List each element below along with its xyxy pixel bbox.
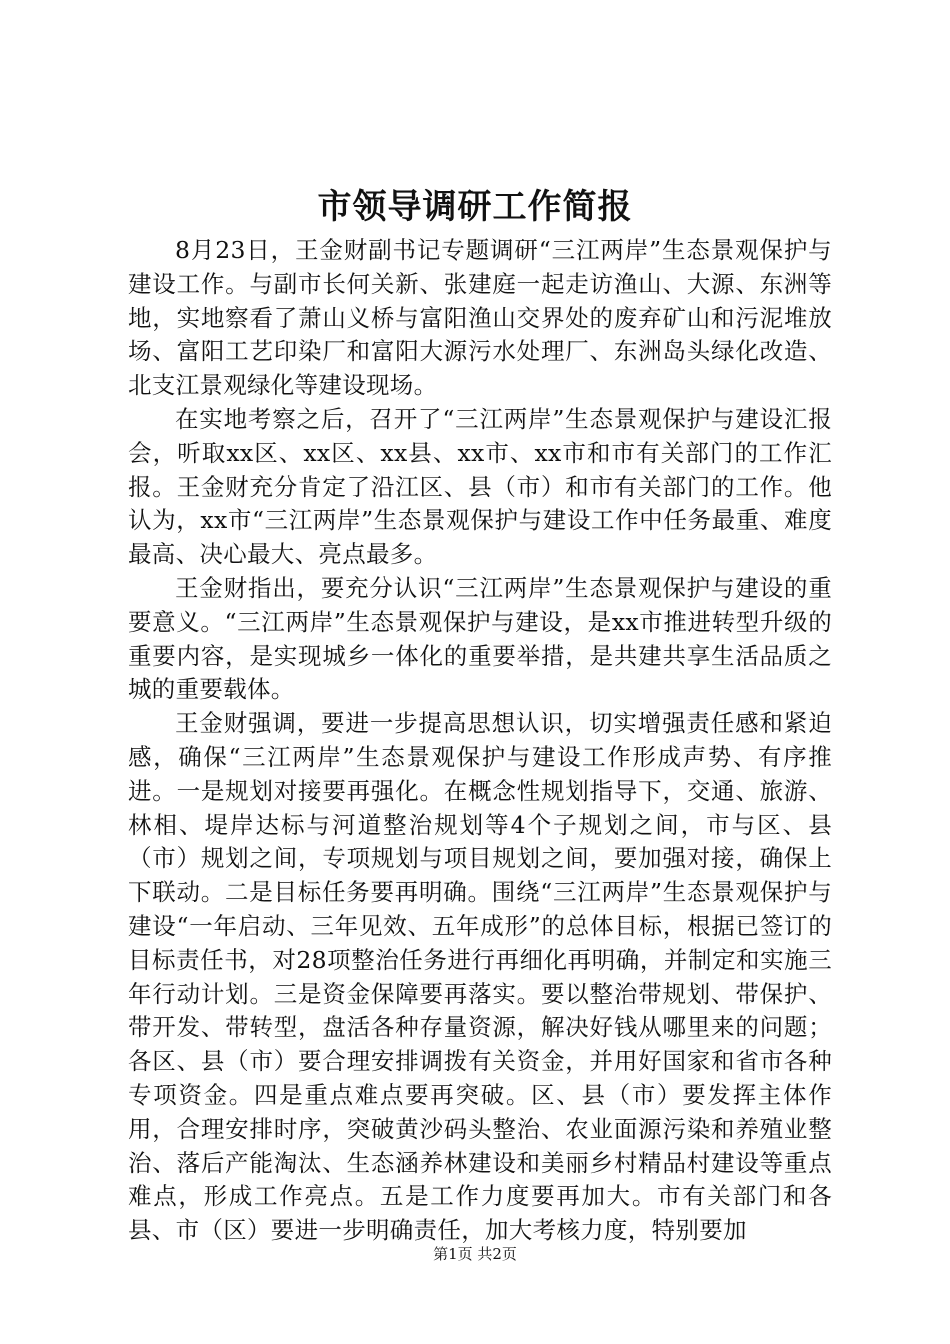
paragraph-4: 王金财强调，要进一步提高思想认识，切实增强责任感和紧迫感，确保“三江两岸”生态景观保护与建设工作形成声势、有序推进。一是规划对接要再强化。在概念性规划指导下，交通、旅游、林相、堤岸达标与河道整治规划等4个子规划之间，市与区、县（市）规划之间，专项规划与项目规划之间，要加强对接，确保上下联动。二是目标任务要再明确。围绕“三江两岸”生态景观保护与建设“一年启动、三年见效、五年成形”的总体目标，根据已签订的目标责任书，对28项整治任务进行再细化再明确，并制定和实施三年行动计划。三是资金保障要再落实。要以整治带规划、带保护、带开发、带转型，盘活各种存量资源，解决好钱从哪里来的问题；各区、县（市）要合理安排调拨有关资金，并用好国家和省市各种专项资金。四是重点难点要再突破。区、县（市）要发挥主体作用，合理安排时序，突破黄沙码头整治、农业面源污染和养殖业整治、落后产能淘汰、生态涵养林建设和美丽乡村精品村建设等重点难点，形成工作亮点。五是工作力度要再加大。市有关部门和各县、市（区）要进一步明确责任，加大考核力度，特别要加 [128, 709, 832, 1245]
paragraph-1: 8月23日，王金财副书记专题调研“三江两岸”生态景观保护与建设工作。与副市长何关新、张建庭一起走访渔山、大源、东洲等地，实地察看了萧山义桥与富阳渔山交界处的废弃矿山和污泥堆放场、富阳工艺印染厂和富阳大源污水处理厂、东洲岛头绿化改造、北支江景观绿化等建设现场。 [128, 236, 832, 400]
paragraph-2: 在实地考察之后，召开了“三江两岸”生态景观保护与建设汇报会，听取xx区、xx区、xx县、xx市、xx市和市有关部门的工作汇报。王金财充分肯定了沿江区、县（市）和市有关部门的工作。他认为，xx市“三江两岸”生态景观保护与建设工作中任务最重、难度最高、决心最大、亮点最多。 [128, 404, 832, 569]
document-body [128, 234, 832, 1248]
paragraph-3: 王金财指出，要充分认识“三江两岸”生态景观保护与建设的重要意义。“三江两岸”生态景观保护与建设，是xx市推进转型升级的重要内容，是实现城乡一体化的重要举措，是共建共享生活品质之城的重要载体。 [128, 573, 832, 704]
page-number-footer: 第1页 共2页 [433, 1245, 517, 1263]
document-title: 市领导调研工作简报 [317, 187, 633, 227]
